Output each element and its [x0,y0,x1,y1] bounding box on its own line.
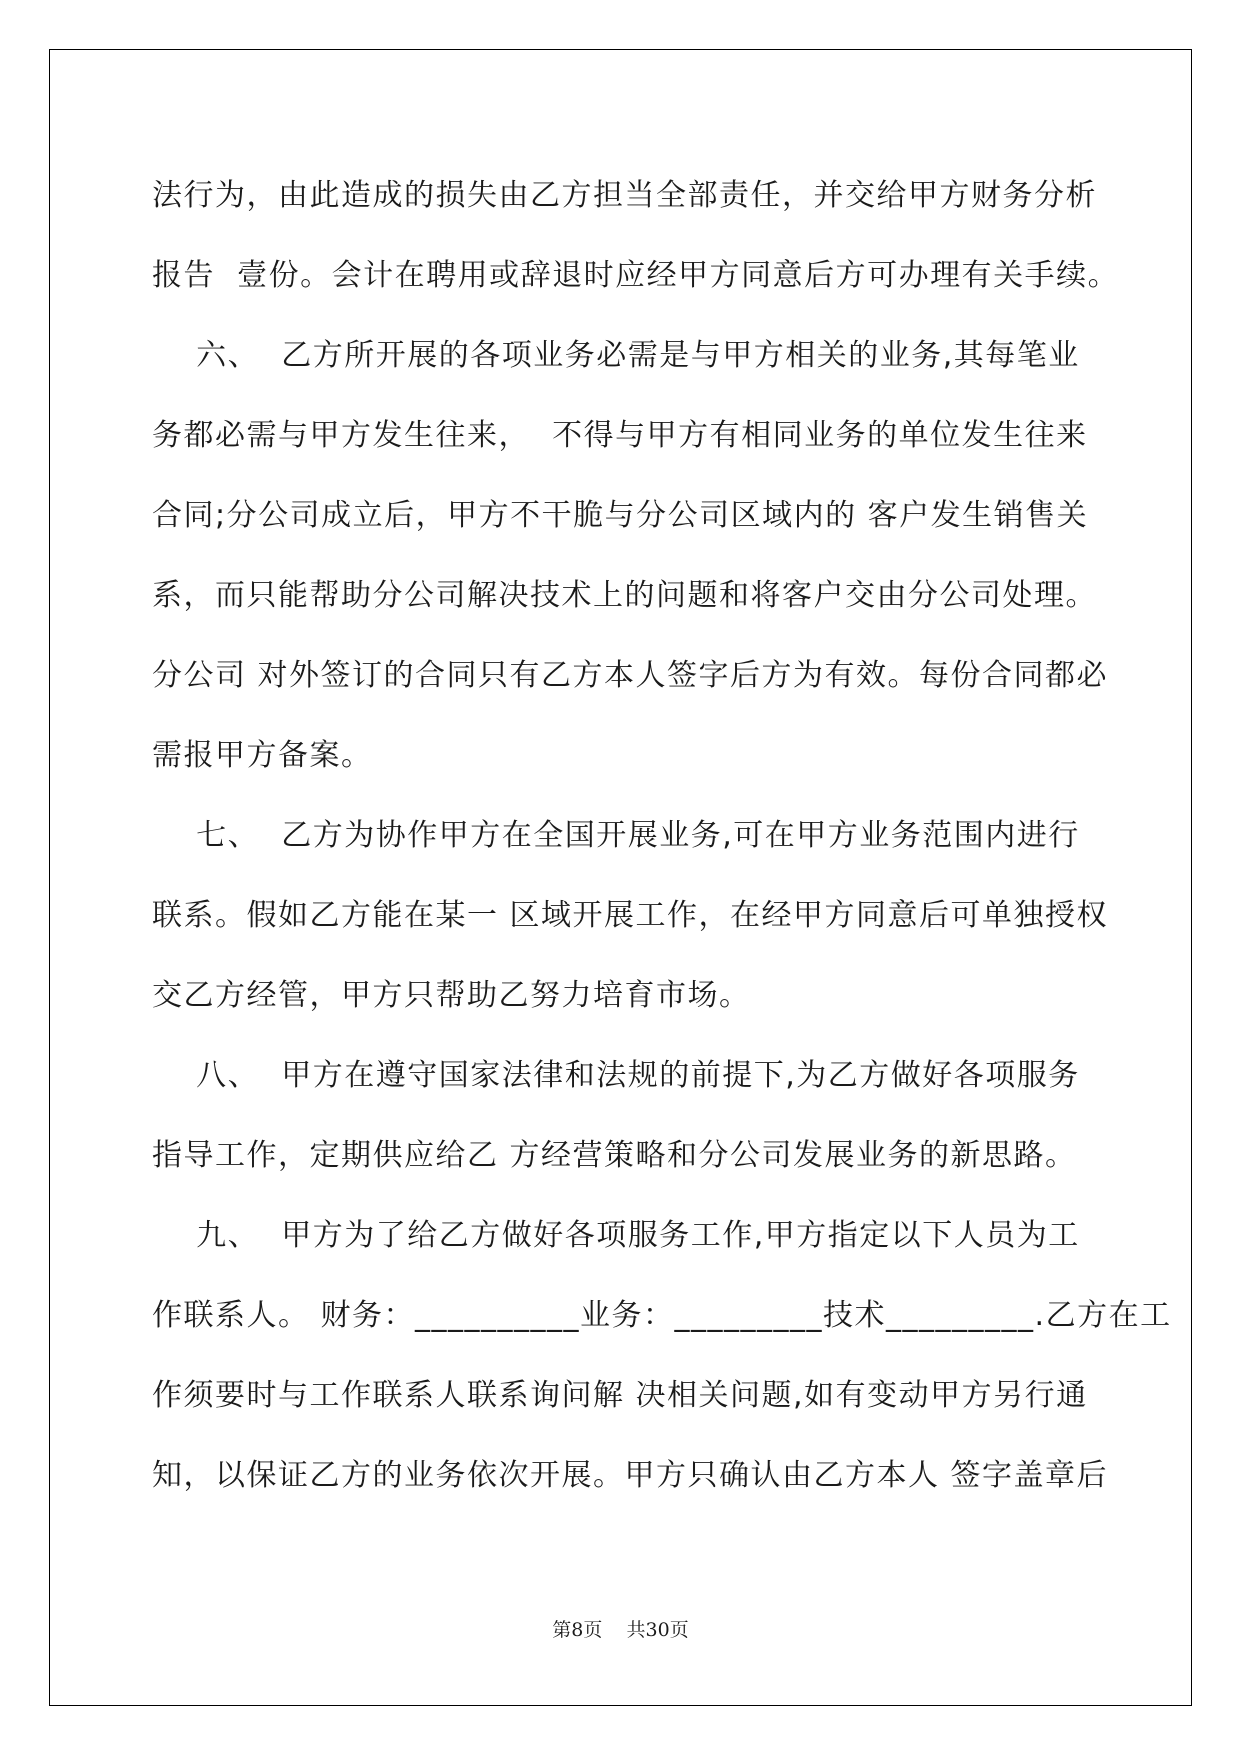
text-line: 报告 壹份。会计在聘用或辞退时应经甲方同意后方可办理有关手续。 [152,258,1120,293]
text-line: 务都必需与甲方发生往来， 不得与甲方有相同业务的单位发生往来 [152,418,1088,453]
text-line: 交乙方经管，甲方只帮助乙努力培育市场。 [152,978,751,1013]
text-line: 作须要时与工作联系人联系询问解 决相关问题,如有变动甲方另行通 [152,1378,1088,1413]
text-line: 六、 乙方所开展的各项业务必需是与甲方相关的业务,其每笔业 [152,338,1080,373]
text-line: 系，而只能帮助分公司解决技术上的问题和将客户交由分公司处理。 [152,578,1097,613]
text-line: 七、 乙方为协作甲方在全国开展业务,可在甲方业务范围内进行 [152,818,1080,853]
text-line: 联系。假如乙方能在某一 区域开展工作，在经甲方同意后可单独授权 [152,898,1109,933]
text-line: 合同;分公司成立后，甲方不干脆与分公司区域内的 客户发生销售关 [152,498,1089,533]
text-line: 需报甲方备案。 [152,738,373,773]
text-line: 指导工作，定期供应给乙 方经营策略和分公司发展业务的新思路。 [152,1138,1077,1173]
page-footer: 第8页 共30页 [552,1619,689,1641]
text-line: 法行为，由此造成的损失由乙方担当全部责任，并交给甲方财务分析 [152,178,1097,213]
text-line: 八、 甲方在遵守国家法律和法规的前提下,为乙方做好各项服务 [152,1058,1080,1093]
text-line: 知，以保证乙方的业务依次开展。甲方只确认由乙方本人 签字盖章后 [152,1458,1109,1493]
text-line: 九、 甲方为了给乙方做好各项服务工作,甲方指定以下人员为工 [152,1218,1080,1253]
document-body [152,156,1172,1516]
text-line: 作联系人。 财务：__________业务：_________技术_________.乙方在工 [152,1298,1172,1333]
text-line: 分公司 对外签订的合同只有乙方本人签字后方为有效。每份合同都必 [152,658,1109,693]
